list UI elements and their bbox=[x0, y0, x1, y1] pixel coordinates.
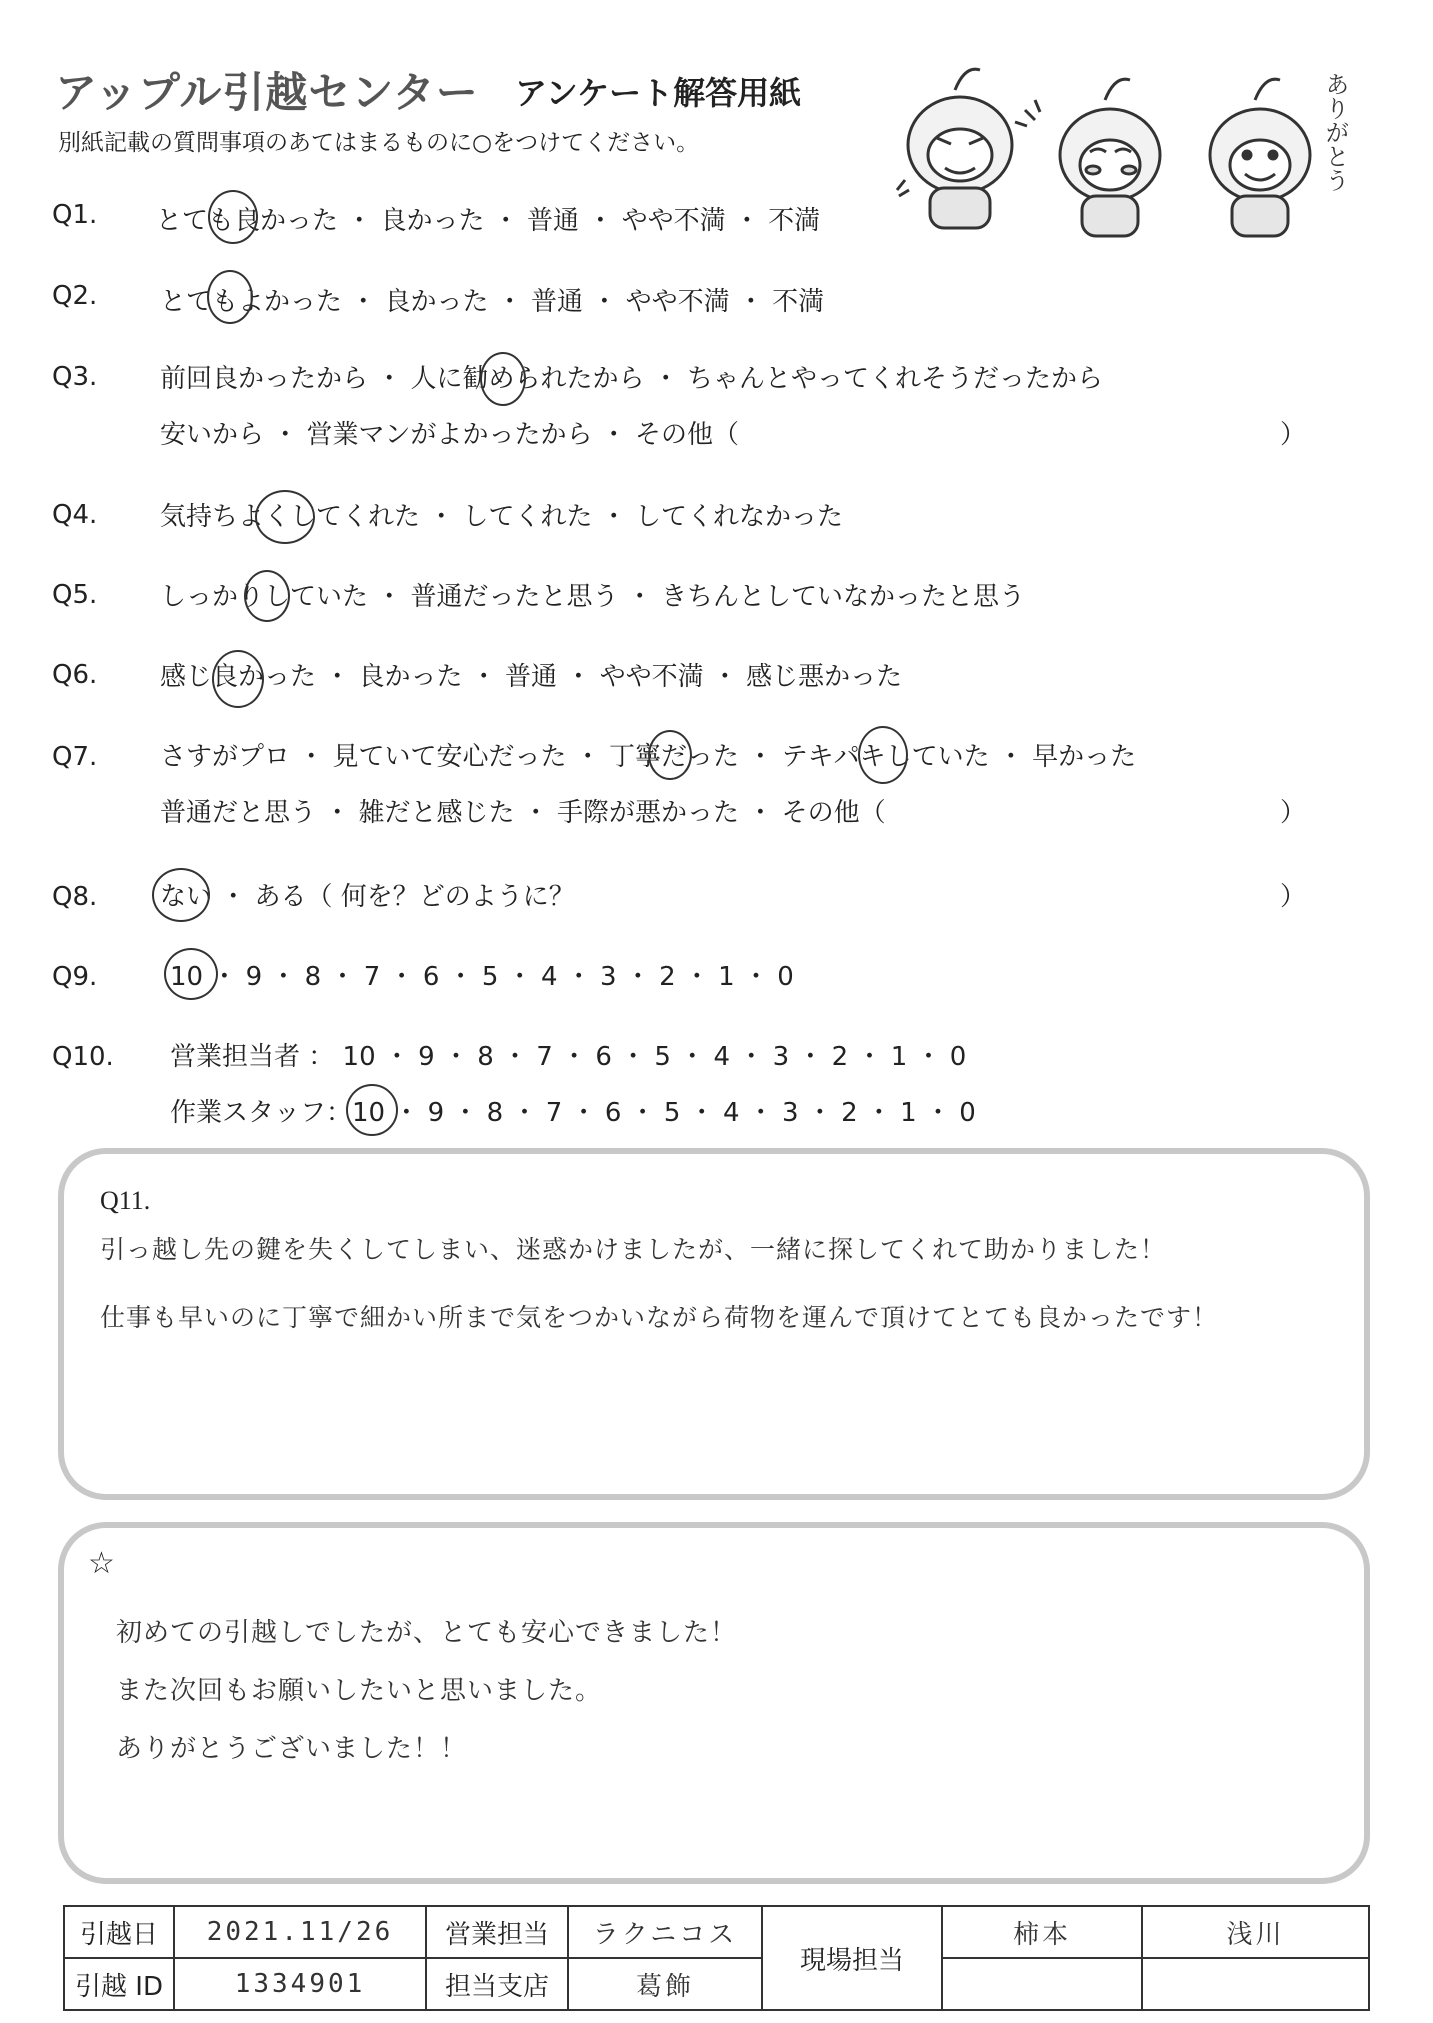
q11-comment-line-1: 引っ越し先の鍵を失くしてしまい、迷惑かけましたが、一緒に探してくれて助かりました！ bbox=[100, 1235, 1167, 1264]
mascot-illustration bbox=[895, 60, 1355, 240]
q7-options-line1: さすがプロ ・ 見ていて安心だった ・ 丁寧だった ・ テキパキしていた ・ 早かった bbox=[160, 742, 1137, 772]
sales-rep-label: 営業担当 bbox=[426, 1906, 568, 1958]
q1-options: とても良かった ・ 良かった ・ 普通 ・ やや不満 ・ 不満 bbox=[156, 206, 821, 236]
q11-label: Q11. bbox=[100, 1186, 151, 1215]
site-rep-empty-2 bbox=[1142, 1958, 1369, 2010]
q5-options: しっかりしていた ・ 普通だったと思う ・ きちんとしていなかったと思う bbox=[160, 582, 1026, 612]
q8-label: Q8. bbox=[52, 882, 98, 912]
star-comment-line-3: ありがとうございました！！ bbox=[116, 1734, 468, 1764]
instruction-text: 別紙記載の質問事項のあてはまるものに○をつけてください。 bbox=[58, 130, 700, 156]
q7-options-line2: 普通だと思う ・ 雑だと感じた ・ 手際が悪かった ・ その他（ bbox=[160, 798, 886, 828]
q10-label: Q10. bbox=[52, 1042, 114, 1072]
q6-selection-circle bbox=[212, 650, 264, 708]
branch-label: 担当支店 bbox=[426, 1958, 568, 2010]
q7-selection-circle-2 bbox=[648, 730, 692, 780]
q9-selection-circle bbox=[164, 948, 218, 1000]
thanks-text: ありがとう bbox=[1321, 72, 1349, 192]
q5-label: Q5. bbox=[52, 580, 98, 610]
q7-label: Q7. bbox=[52, 742, 98, 772]
q5-selection-circle bbox=[244, 570, 290, 622]
q6-label: Q6. bbox=[52, 660, 98, 690]
move-date-label: 引越日 bbox=[64, 1906, 174, 1958]
site-rep-label: 現場担当 bbox=[762, 1906, 942, 2010]
site-rep-empty-1 bbox=[942, 1958, 1142, 2010]
q3-selection-circle bbox=[480, 352, 526, 406]
q8-close-paren: ） bbox=[1280, 882, 1307, 912]
footer-info-table bbox=[63, 1905, 1370, 2011]
q1-selection-circle bbox=[208, 190, 258, 244]
q8-selection-circle bbox=[152, 868, 210, 922]
sales-rep-value: ラクニコス bbox=[568, 1906, 762, 1958]
q3-options-line2: 安いから ・ 営業マンがよかったから ・ その他（ bbox=[160, 420, 740, 450]
form-subtitle: アンケート解答用紙 bbox=[515, 74, 802, 112]
q3-close-paren: ） bbox=[1280, 420, 1307, 450]
q3-options-line1: 前回良かったから ・ 人に勧められたから ・ ちゃんとやってくれそうだったから bbox=[160, 364, 1104, 394]
q4-options: 気持ちよくしてくれた ・ してくれた ・ してくれなかった bbox=[160, 502, 844, 532]
q2-selection-circle bbox=[207, 270, 253, 324]
q10-sales-options: 営業担当者 ： 10 ・ 9 ・ 8 ・ 7 ・ 6 ・ 5 ・ 4 ・ 3 ・ 2 ・ 1 ・ 0 bbox=[170, 1042, 967, 1072]
q1-label: Q1. bbox=[52, 200, 98, 230]
q11-comment-line-2: 仕事も早いのに丁寧で細かい所まで気をつかいながら荷物を運んで頂けてとても良かったです！ bbox=[100, 1303, 1219, 1332]
move-id-value: 1334901 bbox=[174, 1958, 426, 2010]
mascot-2-icon bbox=[1015, 79, 1160, 236]
site-rep-value-1: 柿本 bbox=[942, 1906, 1142, 1958]
star-comment-line-2: また次回もお願いしたいと思いました。 bbox=[116, 1676, 603, 1706]
move-id-label: 引越 ID bbox=[64, 1958, 174, 2010]
site-rep-value-2: 浅川 bbox=[1142, 1906, 1369, 1958]
q9-label: Q9. bbox=[52, 962, 98, 992]
q2-label: Q2. bbox=[52, 281, 98, 311]
branch-value: 葛飾 bbox=[568, 1958, 762, 2010]
q7-selection-circle-1 bbox=[858, 726, 908, 784]
star-icon: ☆ bbox=[88, 1547, 115, 1580]
mascot-1-icon bbox=[897, 69, 1012, 228]
move-date-value: 2021.11/26 bbox=[174, 1906, 426, 1958]
q6-options: 感じ良かった ・ 良かった ・ 普通 ・ やや不満 ・ 感じ悪かった bbox=[160, 662, 903, 692]
q10-staff-selection-circle bbox=[346, 1084, 398, 1136]
q7-close-paren: ） bbox=[1280, 798, 1307, 828]
q8-options: ない ・ ある（ 何を？どのように？ bbox=[160, 882, 575, 912]
mascot-3-icon bbox=[1210, 79, 1310, 236]
company-title: アップル引越センター bbox=[55, 68, 479, 117]
q4-label: Q4. bbox=[52, 500, 98, 530]
q9-options: 10 ・ 9 ・ 8 ・ 7 ・ 6 ・ 5 ・ 4 ・ 3 ・ 2 ・ 1 ・ 0 bbox=[170, 962, 794, 992]
q10-staff-options: 作業スタッフ：10 ・ 9 ・ 8 ・ 7 ・ 6 ・ 5 ・ 4 ・ 3 ・ 2 ・ 1 ・ 0 bbox=[170, 1098, 976, 1128]
q2-options: とてもよかった ・ 良かった ・ 普通 ・ やや不満 ・ 不満 bbox=[160, 287, 825, 317]
star-comment-line-1: 初めての引越しでしたが、とても安心できました！ bbox=[116, 1618, 738, 1648]
q4-selection-circle bbox=[255, 490, 315, 544]
q3-label: Q3. bbox=[52, 362, 98, 392]
